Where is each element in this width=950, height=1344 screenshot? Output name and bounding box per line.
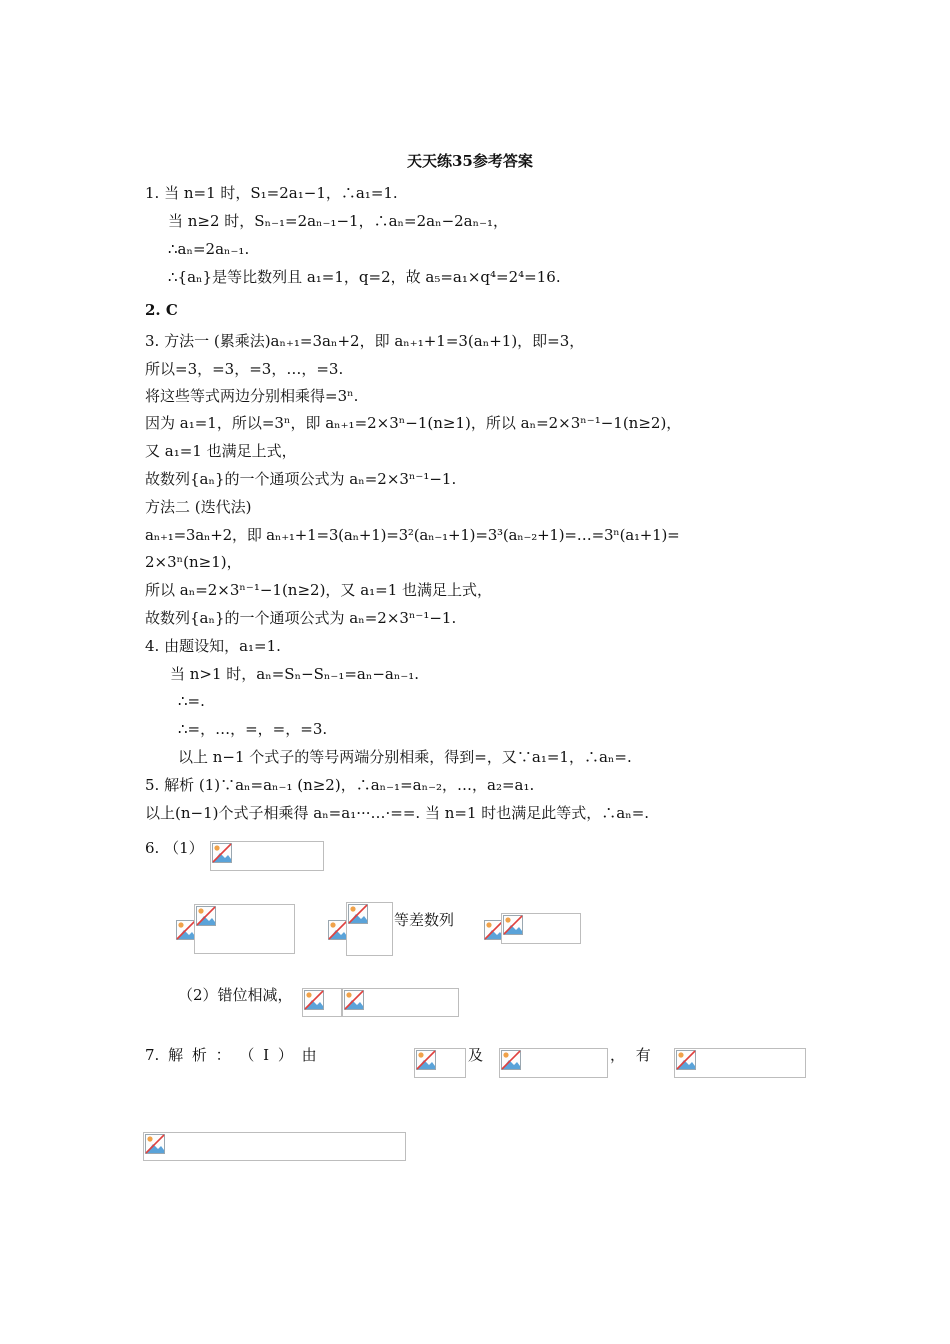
broken-image — [342, 988, 459, 1017]
answer-4-line-4: ∴=，…，=，=，=3. — [178, 720, 328, 738]
answer-3-line-6: 故数列{aₙ}的一个通项公式为 aₙ=2×3ⁿ⁻¹−1. — [145, 470, 457, 488]
broken-image — [143, 1132, 406, 1161]
broken-image — [210, 841, 324, 871]
answer-5-line-1: 5. 解析 (1)∵aₙ=aₙ₋₁ (n≥2)，∴aₙ₋₁=aₙ₋₂，…，a₂=a₁. — [145, 776, 535, 794]
answer-3-line-4: 因为 a₁=1，所以=3ⁿ，即 aₙ₊₁=2×3ⁿ−1(n≥1)，所以 aₙ=2×3ⁿ⁻¹−1(n≥2)， — [145, 414, 682, 432]
page-title: 天天练35参考答案 — [407, 152, 533, 170]
answer-3-line-5: 又 a₁=1 也满足上式， — [145, 442, 297, 460]
answer-3-line-2: 所以=3，=3，=3，…，=3. — [145, 360, 344, 378]
answer-3-line-10: 所以 aₙ=2×3ⁿ⁻¹−1(n≥2)，又 a₁=1 也满足上式， — [145, 581, 493, 599]
equal-difference-label: 等差数列 — [394, 911, 455, 929]
broken-image — [501, 913, 581, 944]
answer-3-line-7: 方法二 (迭代法) — [145, 498, 252, 516]
answer-3-line-9: 2×3ⁿ(n≥1)， — [145, 553, 242, 571]
answer-4-line-1: 4. 由题设知，a₁=1. — [145, 637, 281, 655]
broken-image — [499, 1048, 608, 1078]
broken-image — [346, 902, 393, 956]
broken-image-icon — [145, 1134, 165, 1154]
answer-1-line-4: ∴{aₙ}是等比数列且 a₁=1，q=2，故 a₅=a₁×q⁴=2⁴=16. — [168, 268, 561, 286]
broken-image — [302, 988, 342, 1017]
broken-image-icon — [503, 915, 523, 935]
broken-image-icon — [676, 1050, 696, 1070]
answer-3-line-1: 3. 方法一 (累乘法)aₙ₊₁=3aₙ+2，即 aₙ₊₁+1=3(aₙ+1)，即=3， — [145, 332, 585, 350]
broken-image-icon — [416, 1050, 436, 1070]
broken-image — [414, 1048, 466, 1078]
broken-image-icon — [304, 990, 324, 1010]
answer-4-line-3: ∴=. — [178, 692, 205, 710]
answer-7-and: 及 — [468, 1046, 484, 1064]
answer-6-label: 6. （1） — [145, 839, 204, 857]
answer-3-line-11: 故数列{aₙ}的一个通项公式为 aₙ=2×3ⁿ⁻¹−1. — [145, 609, 457, 627]
broken-image-icon — [328, 920, 348, 940]
answer-4-line-2: 当 n>1 时，aₙ=Sₙ−Sₙ₋₁=aₙ−aₙ₋₁. — [170, 665, 420, 683]
broken-image-icon — [196, 906, 216, 926]
answer-5-line-2: 以上(n−1)个式子相乘得 aₙ=a₁···…·==. 当 n=1 时也满足此等式，∴aₙ=. — [145, 804, 650, 822]
answer-7-have: ， 有 — [610, 1046, 651, 1064]
broken-image — [674, 1048, 806, 1078]
broken-image-icon — [501, 1050, 521, 1070]
answer-1-line-3: ∴aₙ=2aₙ₋₁. — [168, 240, 250, 258]
answer-3-line-8: aₙ₊₁=3aₙ+2，即 aₙ₊₁+1=3(aₙ+1)=3²(aₙ₋₁+1)=3³(aₙ₋₂+1)=…=3ⁿ(a₁+1)= — [145, 526, 680, 544]
broken-image-icon — [176, 920, 196, 940]
answer-7-label: 7. 解 析 ： （ Ⅰ ） 由 — [145, 1046, 317, 1064]
broken-image-icon — [348, 904, 368, 924]
answer-4-line-5: 以上 n−1 个式子的等号两端分别相乘，得到=，又∵a₁=1，∴aₙ=. — [178, 748, 632, 766]
answer-2: 2. C — [145, 301, 178, 319]
answer-3-line-3: 将这些等式两边分别相乘得=3ⁿ. — [145, 387, 359, 405]
answer-6-part-2: （2）错位相减， — [178, 986, 293, 1004]
broken-image-icon — [344, 990, 364, 1010]
broken-image — [194, 904, 295, 954]
answer-1-line-2: 当 n≥2 时，Sₙ₋₁=2aₙ₋₁−1，∴aₙ=2aₙ−2aₙ₋₁， — [168, 212, 509, 230]
broken-image-icon — [212, 843, 232, 863]
answer-1-line-1: 1. 当 n=1 时，S₁=2a₁−1，∴a₁=1. — [145, 184, 398, 202]
